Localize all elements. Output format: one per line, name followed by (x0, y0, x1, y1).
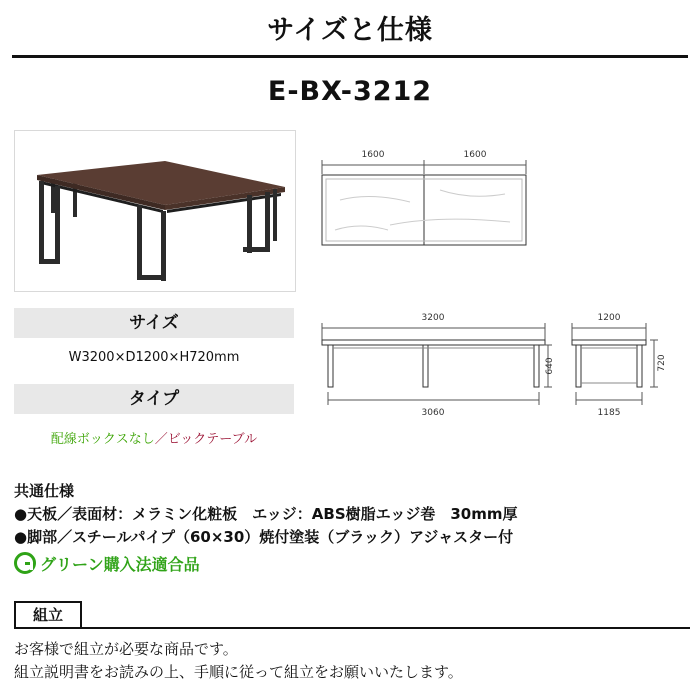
dimension-drawing (300, 130, 695, 420)
common-specs (14, 480, 517, 549)
type-big-table-text: ビックテーブル (167, 432, 258, 447)
green-purchasing-badge (14, 550, 200, 576)
model-number: E-BX-3212 (267, 76, 433, 107)
spec-line-legs: ●脚部／スチールパイプ（60×30）焼付塗装（ブラック）アジャスター付 (14, 528, 514, 546)
type-separator: ／ (154, 432, 168, 447)
dim-front-width: 3200 (421, 313, 445, 323)
dim-top-left: 1600 (361, 150, 385, 160)
title-divider (12, 55, 688, 58)
assembly-line-1: お客様で組立が必要な商品です。 (14, 640, 238, 658)
green-purchasing-label: グリーン購入法適合品 (40, 554, 200, 574)
green-purchasing-logo-icon (14, 552, 36, 574)
dim-front-height: 640 (545, 357, 555, 375)
size-value: W3200×D1200×H720mm (68, 350, 240, 365)
assembly-heading: 組立 (14, 601, 82, 629)
dim-side-width: 1200 (597, 313, 621, 323)
dim-top-right: 1600 (463, 150, 487, 160)
spec-line-tabletop: ●天板／表面材：メラミン化粧板 エッジ：ABS樹脂エッジ巻 30mm厚 (14, 505, 518, 523)
dim-side-height: 720 (657, 354, 667, 372)
type-value (14, 428, 294, 447)
type-wiring-text: 配線ボックスなし (50, 432, 155, 447)
product-image (14, 130, 296, 292)
page-title: サイズと仕様 (267, 15, 433, 46)
type-heading: タイプ (14, 384, 294, 414)
assembly-notes (14, 638, 463, 684)
table-illustration (15, 131, 295, 291)
assembly-line-2: 組立説明書をお読みの上、手順に従って組立をお願いいたします。 (14, 663, 463, 681)
assembly-divider (14, 627, 690, 629)
common-specs-heading: 共通仕様 (14, 482, 75, 500)
dim-side-inner: 1185 (597, 408, 621, 418)
dim-front-inner: 3060 (421, 408, 445, 418)
size-heading: サイズ (14, 308, 294, 338)
